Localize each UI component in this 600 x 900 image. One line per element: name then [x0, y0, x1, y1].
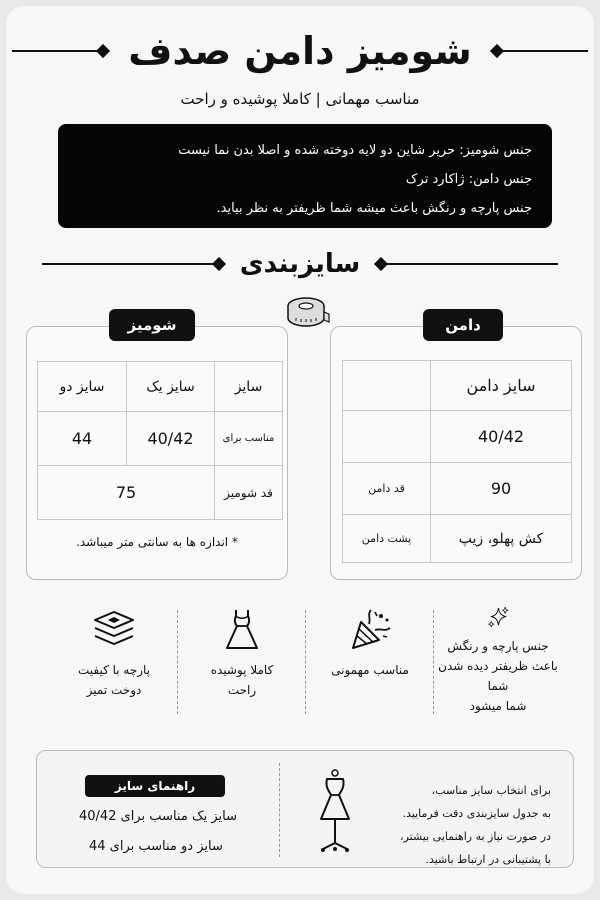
feature-item — [178, 606, 306, 716]
top-length-label: قد شومیز — [215, 466, 283, 520]
title-row — [6, 26, 594, 76]
feature-text: مناسب مهمونی — [331, 663, 409, 677]
feature-item — [306, 606, 434, 716]
features-row — [50, 606, 562, 716]
skirt-length-value: 90 — [431, 463, 572, 515]
title-divider-right — [496, 50, 588, 52]
size-one-line: سایز یک مناسب برای 40/42 — [79, 809, 237, 824]
skirt-size-panel — [330, 316, 582, 580]
fabric-note-line: جنس پارچه و رنگش باعث میشه شما ظریفتر به نظر بیاید. — [216, 201, 532, 216]
skirt-empty-cell — [343, 361, 431, 411]
table-row — [343, 515, 572, 563]
fabric-stack-icon — [91, 606, 137, 652]
skirt-size-table — [342, 360, 572, 563]
table-row — [38, 412, 283, 466]
table-row — [38, 362, 283, 412]
skirt-length-label: قد دامن — [343, 463, 431, 515]
instruction-line: در صورت نیاز به راهنمایی بیشتر، — [400, 830, 551, 843]
guide-divider — [279, 763, 280, 857]
top-length-value: 75 — [38, 466, 215, 520]
top-header-size: سایز — [215, 362, 283, 412]
top-size-table — [37, 361, 283, 520]
feature-text: جنس پارچه و رنگش باعث ظریفتر دیده شدن شما شما میشود — [438, 639, 558, 713]
sizing-header — [36, 244, 564, 284]
fabric-skirt-line: جنس دامن: ژاکارد ترک — [405, 172, 532, 187]
size-two-line: سایز دو مناسب برای 44 — [89, 839, 223, 854]
sparkles-icon — [475, 606, 521, 628]
top-header-size2: سایز دو — [38, 362, 127, 412]
subtitle: مناسب مهمانی | کاملا پوشیده و راحت — [180, 90, 420, 108]
feature-item — [50, 606, 178, 716]
party-popper-icon — [347, 606, 393, 652]
top-size-panel — [26, 316, 288, 580]
sizing-divider-right — [380, 263, 558, 265]
instruction-line: برای انتخاب سایز مناسب، — [431, 784, 551, 797]
skirt-size-value: 40/42 — [431, 411, 572, 463]
skirt-empty-cell — [343, 411, 431, 463]
top-fit-size2: 44 — [38, 412, 127, 466]
sizing-divider-left — [42, 263, 220, 265]
dress-icon — [219, 606, 265, 652]
skirt-tag: دامن — [423, 309, 503, 341]
feature-text: پارچه با کیفیت دوخت تمیز — [77, 663, 151, 697]
skirt-back-label: پشت دامن — [343, 515, 431, 563]
top-fit-size1: 40/42 — [127, 412, 215, 466]
size-guide-box — [36, 750, 574, 868]
instruction-line: با پشتیبانی در ارتباط باشید. — [425, 853, 551, 866]
feature-item — [434, 606, 562, 716]
size-guide-tag: راهنمای سایز — [85, 775, 225, 797]
fabric-info-box — [58, 124, 552, 228]
table-row — [343, 463, 572, 515]
measuring-tape-icon — [282, 296, 330, 330]
dress-form-icon — [305, 769, 365, 855]
fabric-top-line: جنس شومیز: حریر شاین دو لایه دوخته شده و اصلا بدن نما نیست — [178, 143, 532, 158]
skirt-size-header: سایز دامن — [431, 361, 572, 411]
product-card — [6, 6, 594, 894]
table-row — [343, 361, 572, 411]
instruction-line: به جدول سایزبندی دقت فرمایید. — [402, 807, 551, 820]
skirt-back-value: کش پهلو، زیپ — [431, 515, 572, 563]
table-row — [38, 466, 283, 520]
title-divider-left — [12, 50, 104, 52]
top-header-size1: سایز یک — [127, 362, 215, 412]
top-tag: شومیز — [109, 309, 195, 341]
units-note: * اندازه ها به سانتی متر میباشد. — [76, 535, 238, 549]
size-guide-instructions — [355, 779, 551, 871]
sizing-title: سایزبندی — [239, 249, 361, 279]
table-row — [343, 411, 572, 463]
feature-text: کاملا پوشیده راحت — [210, 663, 274, 697]
top-fit-label: مناسب برای — [215, 412, 283, 466]
page-title: شومیز دامن صدف — [128, 29, 472, 73]
